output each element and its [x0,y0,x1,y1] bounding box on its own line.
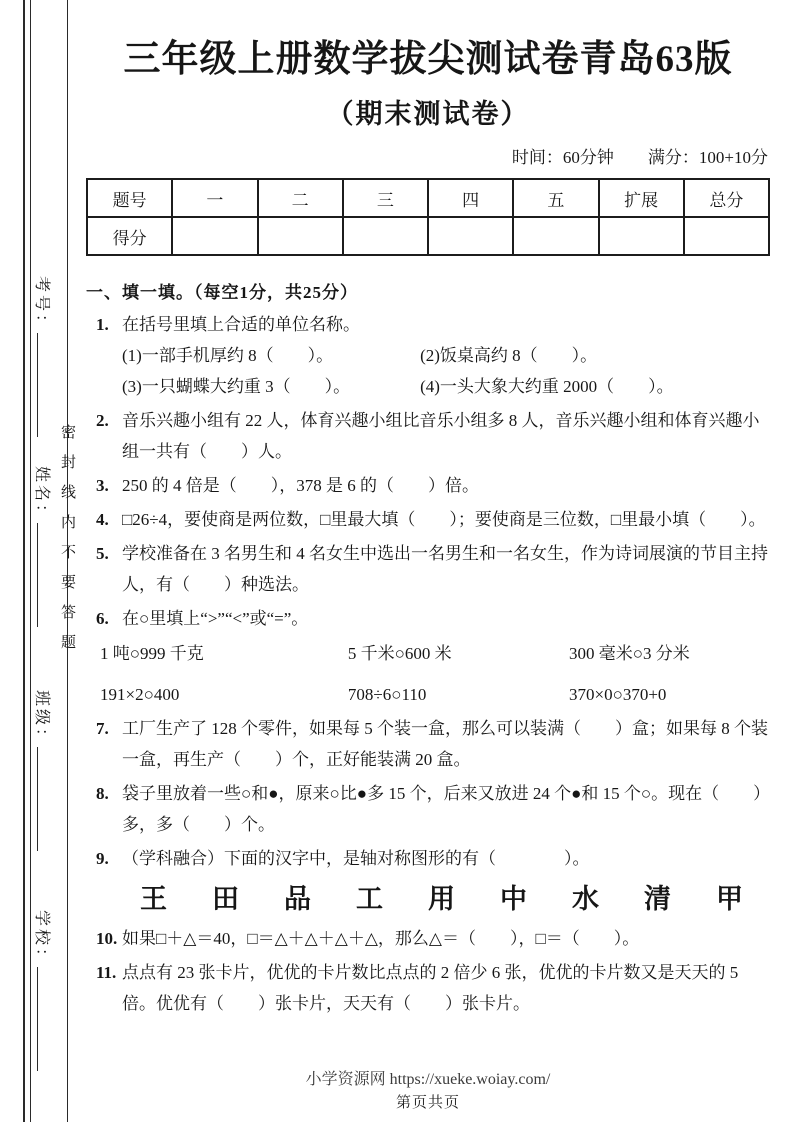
question-number: 5. [96,544,109,563]
score-table-header-cell: 三 [343,179,428,217]
class-write-line [37,747,53,851]
question-text: 250 的 4 倍是（ ），378 是 6 的（ ）倍。 [122,476,479,495]
page-title: 三年级上册数学拔尖测试卷青岛63版 [123,39,733,80]
question-text: 音乐兴趣小组有 22 人，体育兴趣小组比音乐小组多 8 人，音乐兴趣小组和体育兴趣小组一共有（ ）人。 [122,411,760,461]
score-table-header-cell: 四 [428,179,513,217]
school-write-line [37,967,53,1071]
school-label: 学校： [33,910,50,968]
question-4 [86,504,770,535]
section-heading: 一、填一填。（每空1分，共25分） [86,283,358,302]
question-9 [86,843,770,920]
score-table-header-cell: 一 [172,179,257,217]
score-table-header-cell: 二 [258,179,343,217]
subitem: (2)饭桌高约 8（ ）。 [420,346,598,365]
question-number: 2. [96,411,109,430]
score-cell [172,217,257,255]
class-rotated [32,690,55,851]
score-cell [428,217,513,255]
footer-site-url: 小学资源网 https://xueke.woiay.com/ [305,1071,551,1088]
question-1 [86,309,770,402]
question-number: 7. [96,719,109,738]
student-name-rotated [32,466,55,627]
question-10 [86,923,770,954]
exam-number-write-line [37,333,53,437]
student-name-label: 姓名： [33,466,50,524]
question-number: 9. [96,849,109,868]
question-text: □26÷4，要使商是两位数，□里最大填（ ）；要使商是三位数，□里最小填（ ）。 [122,510,766,529]
question-7 [86,713,770,775]
page-subtitle: （期末测试卷） [326,99,530,129]
score-table-header-cell: 题号 [87,179,172,217]
score-table-header-cell: 五 [513,179,598,217]
score-table-header-cell: 扩展 [599,179,684,217]
question-text: 点点有 23 张卡片，优优的卡片数比点点的 2 倍少 6 张，优优的卡片数又是天天的 5 倍。优优有（ ）张卡片，天天有（ ）张卡片。 [122,963,739,1013]
question-text: 学校准备在 3 名男生和 4 名女生中选出一名男生和一名女生，作为诗词展演的节目主持人，有（ ）种选法。 [122,544,768,594]
score-cell [513,217,598,255]
exam-full-score: 满分：100+10分 [647,148,768,167]
subitem: (4)一头大象大约重 2000（ ）。 [420,377,674,396]
question-9-characters: 王 田 品 工 用 中 水 清 甲 [140,884,752,914]
school-rotated [32,910,55,1071]
question-6-comparisons [100,638,770,710]
question-list [86,309,770,1019]
exam-number-rotated [32,276,55,437]
question-text: 如果□＋△＝40，□＝△＋△＋△＋△，那么△＝（ ），□＝（ ）。 [122,929,640,948]
class-label: 班级： [33,690,50,748]
question-number: 6. [96,609,109,628]
question-1-subitems [122,340,770,402]
question-3 [86,470,770,501]
footer-page-number: 第页共页 [395,1095,460,1111]
question-text: 在括号里填上合适的单位名称。 [122,315,360,334]
seal-notice-text: 密封线内不要答题 [59,424,75,664]
question-text: 工厂生产了 128 个零件，如果每 5 个装一盒，那么可以装满（ ）盒；如果每 8 个装一盒，再生产（ ）个，正好能装满 20 盒。 [122,719,768,769]
question-2 [86,405,770,467]
question-number: 10. [96,929,118,948]
score-table [86,178,770,256]
student-name-write-line [37,523,53,627]
question-number: 8. [96,784,109,803]
score-cell [258,217,343,255]
score-row-label: 得分 [87,217,172,255]
question-text: （学科融合）下面的汉字中，是轴对称图形的有（ ）。 [122,849,590,868]
question-number: 11. [96,963,117,982]
exam-time: 时间：60分钟 [511,148,614,167]
comparison-item: 5 千米○600 米 [347,644,452,663]
question-8 [86,778,770,840]
score-cell [599,217,684,255]
question-number: 3. [96,476,109,495]
score-cell [684,217,769,255]
exam-number-label: 考号： [33,276,50,334]
comparison-item: 300 毫米○3 分米 [568,644,690,663]
exam-meta [86,143,770,168]
score-table-score-row [87,217,769,255]
comparison-item: 1 吨○999 千克 [100,644,204,663]
comparison-item: 708÷6○110 [347,685,427,704]
paper-body [86,0,770,1019]
subitem: (3)一只蝴蝶大约重 3（ ）。 [122,377,351,396]
question-6 [86,603,770,710]
question-text: 袋子里放着一些○和●，原来○比●多 15 个，后来又放进 24 个●和 15 个○。现在（ ）多，多（ ）个。 [122,784,762,834]
score-table-header-cell: 总分 [684,179,769,217]
comparison-item: 370×0○370+0 [568,685,667,704]
score-cell [343,217,428,255]
binding-margin-line [23,0,31,1122]
score-table-header-row [87,179,769,217]
question-5 [86,538,770,600]
subitem: (1)一部手机厚约 8（ ）。 [122,346,334,365]
question-number: 4. [96,510,109,529]
question-number: 1. [96,315,109,334]
question-11 [86,957,770,1019]
comparison-item: 191×2○400 [100,685,180,704]
question-text: 在○里填上“>”“<”或“=”。 [122,609,309,628]
